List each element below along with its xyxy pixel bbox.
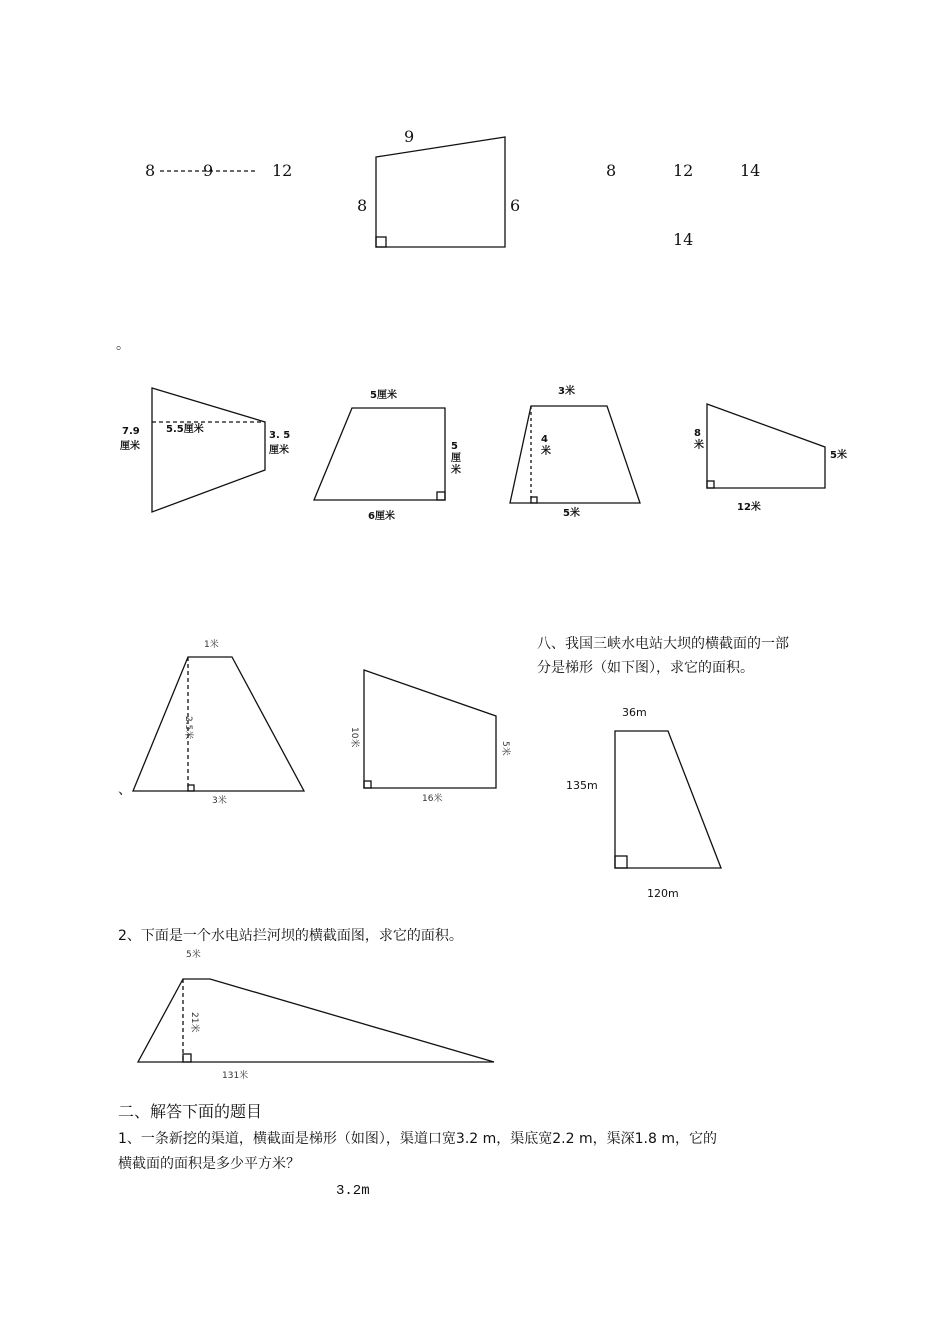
stray-period: 。 [116,337,130,353]
t6-right-label: 5米 [500,741,510,756]
t4-right-label: 5米 [830,450,847,461]
number-b: 12 [673,161,694,180]
t3-bottom-label: 5米 [563,508,580,519]
section2-p1: 1、一条新挖的渠道，横截面是梯形（如图），渠道口宽3.2 m，渠底宽2.2 m，渠深1.8 m，它的 [118,1131,717,1147]
t3-top-label: 3米 [558,386,575,397]
number-d: 14 [673,230,694,249]
section2-heading: 二、解答下面的题目 [118,1102,263,1121]
trapezoid-5 [133,657,304,791]
t1-left-num: 7.9 [122,426,140,437]
t4-left-label: 8米 [694,428,704,451]
t6-bottom-label: 16米 [422,794,443,804]
t5-top-label: 1米 [204,640,219,650]
quad-top-label: 9 [404,127,415,146]
section2-p2: 横截面的面积是多少平方米？ [118,1156,300,1172]
barrage-height-label: 21米 [189,1012,199,1033]
t2-right-label: 5厘米 [451,441,461,476]
dam-bottom-label: 120m [647,887,679,900]
numberline-left-value: 8 [145,161,156,180]
dam-trapezoid [615,731,721,868]
t1-left-unit: 厘米 [120,441,140,452]
q2-text: 2、下面是一个水电站拦河坝的横截面图，求它的面积。 [118,928,463,944]
numberline-mid-value: 9 [203,161,214,180]
t1-mid-label: 5.5厘米 [166,424,204,435]
trapezoid-6 [364,670,496,788]
number-c: 14 [740,161,761,180]
t3-height-label: 4米 [541,434,551,457]
t5-bottom-label: 3米 [212,796,227,806]
t6-left-label: 10米 [349,727,359,748]
t4-bottom-label: 12米 [737,502,761,513]
numberline-right-value: 12 [272,161,293,180]
dam-right-angle [615,856,627,868]
barrage-bottom-label: 131米 [222,1071,249,1081]
quad-left-label: 8 [357,196,368,215]
q8-line2: 分是梯形（如下图），求它的面积。 [537,660,754,676]
trapezoid-6-right-angle [364,781,371,788]
barrage-right-angle [183,1054,191,1062]
barrage-top-label: 5米 [186,950,201,960]
number-a: 8 [606,161,617,180]
dam-top-label: 36m [622,706,647,719]
canal-width-label: 3.2m [336,1183,370,1199]
t2-top-label: 5厘米 [370,390,397,401]
list-marker: 、 [118,782,132,798]
quad-right-label: 6 [510,196,521,215]
t5-height-label: 2.5米 [183,716,193,740]
dam-left-label: 135m [566,779,598,792]
trapezoid-5-right-angle [188,785,194,791]
q8-line1: 八、我国三峡水电站大坝的横截面的一部 [537,636,789,652]
t1-right-unit: 厘米 [269,445,289,456]
t2-bottom-label: 6厘米 [368,511,395,522]
t1-right-num: 3. 5 [269,430,291,441]
